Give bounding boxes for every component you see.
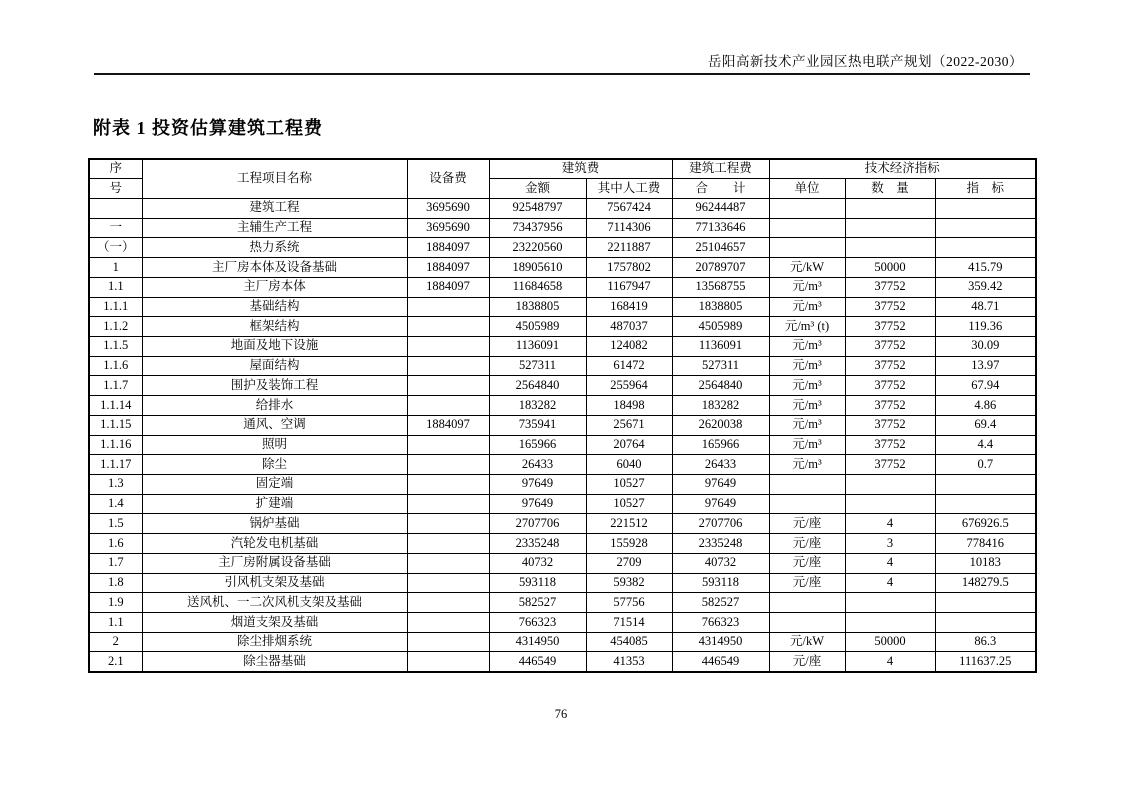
cell-serial: 1.5 bbox=[89, 514, 142, 534]
col-header-quantity: 数 量 bbox=[845, 179, 935, 199]
cell-project-name: 主厂房本体 bbox=[142, 277, 407, 297]
cell-amount: 4505989 bbox=[489, 317, 586, 337]
cell-amount: 40732 bbox=[489, 553, 586, 573]
cell-equipment-cost bbox=[407, 297, 489, 317]
table-row bbox=[89, 613, 1036, 633]
cell-construction-total: 582527 bbox=[672, 593, 769, 613]
cell-unit bbox=[769, 613, 845, 633]
table-row bbox=[89, 258, 1036, 278]
cell-project-name: 围护及装饰工程 bbox=[142, 376, 407, 396]
cell-serial: 1.1.16 bbox=[89, 435, 142, 455]
cell-equipment-cost bbox=[407, 435, 489, 455]
cell-equipment-cost bbox=[407, 455, 489, 475]
cell-project-name: 固定端 bbox=[142, 475, 407, 495]
cell-indicator: 10183 bbox=[935, 553, 1036, 573]
cell-labor-cost: 487037 bbox=[586, 317, 672, 337]
cell-unit: 元/座 bbox=[769, 573, 845, 593]
cell-equipment-cost bbox=[407, 553, 489, 573]
cell-serial: 1.6 bbox=[89, 534, 142, 554]
cell-construction-total: 97649 bbox=[672, 475, 769, 495]
cell-construction-total: 766323 bbox=[672, 613, 769, 633]
cell-labor-cost: 6040 bbox=[586, 455, 672, 475]
cell-quantity: 50000 bbox=[845, 632, 935, 652]
cell-labor-cost: 155928 bbox=[586, 534, 672, 554]
cell-equipment-cost: 3695690 bbox=[407, 218, 489, 238]
cell-unit: 元/座 bbox=[769, 514, 845, 534]
cell-quantity: 37752 bbox=[845, 415, 935, 435]
table-row bbox=[89, 356, 1036, 376]
cell-quantity: 37752 bbox=[845, 376, 935, 396]
cell-construction-total: 446549 bbox=[672, 652, 769, 672]
cell-quantity: 4 bbox=[845, 553, 935, 573]
cell-equipment-cost bbox=[407, 494, 489, 514]
cell-labor-cost: 2709 bbox=[586, 553, 672, 573]
cell-quantity: 37752 bbox=[845, 277, 935, 297]
table-row bbox=[89, 573, 1036, 593]
cell-construction-total: 183282 bbox=[672, 396, 769, 416]
cell-indicator: 778416 bbox=[935, 534, 1036, 554]
cell-construction-total: 165966 bbox=[672, 435, 769, 455]
cell-unit bbox=[769, 494, 845, 514]
page-title: 附表 1 投资估算建筑工程费 bbox=[93, 118, 323, 138]
cell-unit: 元/m³ bbox=[769, 336, 845, 356]
col-group-construction-total: 建筑工程费 bbox=[672, 159, 769, 179]
cell-labor-cost: 7567424 bbox=[586, 198, 672, 218]
col-header-total: 合 计 bbox=[672, 179, 769, 199]
col-header-serial-bottom: 号 bbox=[89, 179, 142, 199]
cell-project-name: 建筑工程 bbox=[142, 198, 407, 218]
cell-construction-total: 13568755 bbox=[672, 277, 769, 297]
col-header-amount: 金额 bbox=[489, 179, 586, 199]
cell-serial: 1.1.2 bbox=[89, 317, 142, 337]
cell-equipment-cost bbox=[407, 593, 489, 613]
cell-project-name: 通风、空调 bbox=[142, 415, 407, 435]
cell-indicator: 119.36 bbox=[935, 317, 1036, 337]
table-row bbox=[89, 435, 1036, 455]
cell-unit bbox=[769, 218, 845, 238]
cell-labor-cost: 59382 bbox=[586, 573, 672, 593]
cell-indicator bbox=[935, 198, 1036, 218]
col-header-labor: 其中人工费 bbox=[586, 179, 672, 199]
table-row bbox=[89, 593, 1036, 613]
cell-construction-total: 97649 bbox=[672, 494, 769, 514]
cell-serial: 2 bbox=[89, 632, 142, 652]
cell-labor-cost: 221512 bbox=[586, 514, 672, 534]
cell-project-name: 照明 bbox=[142, 435, 407, 455]
cell-construction-total: 4505989 bbox=[672, 317, 769, 337]
cell-project-name: 给排水 bbox=[142, 396, 407, 416]
cell-project-name: 烟道支架及基础 bbox=[142, 613, 407, 633]
cell-labor-cost: 41353 bbox=[586, 652, 672, 672]
table-row bbox=[89, 415, 1036, 435]
cell-serial: 1.1.6 bbox=[89, 356, 142, 376]
cell-quantity bbox=[845, 218, 935, 238]
cell-unit bbox=[769, 238, 845, 258]
cell-project-name: 汽轮发电机基础 bbox=[142, 534, 407, 554]
table-row bbox=[89, 494, 1036, 514]
cell-construction-total: 1838805 bbox=[672, 297, 769, 317]
cell-amount: 97649 bbox=[489, 475, 586, 495]
cell-unit: 元/座 bbox=[769, 553, 845, 573]
cell-indicator: 111637.25 bbox=[935, 652, 1036, 672]
cell-serial: 1.1.7 bbox=[89, 376, 142, 396]
cell-amount: 26433 bbox=[489, 455, 586, 475]
cell-equipment-cost bbox=[407, 356, 489, 376]
cell-labor-cost: 7114306 bbox=[586, 218, 672, 238]
cell-quantity bbox=[845, 613, 935, 633]
cell-amount: 1136091 bbox=[489, 336, 586, 356]
cell-unit: 元/m³ bbox=[769, 455, 845, 475]
cell-serial: 1.1.17 bbox=[89, 455, 142, 475]
cell-equipment-cost: 1884097 bbox=[407, 277, 489, 297]
header-rule bbox=[94, 73, 1030, 75]
cell-project-name: 屋面结构 bbox=[142, 356, 407, 376]
cell-serial: 1.9 bbox=[89, 593, 142, 613]
cell-construction-total: 40732 bbox=[672, 553, 769, 573]
cell-construction-total: 593118 bbox=[672, 573, 769, 593]
cell-indicator bbox=[935, 593, 1036, 613]
cell-labor-cost: 2211887 bbox=[586, 238, 672, 258]
cell-construction-total: 77133646 bbox=[672, 218, 769, 238]
cell-unit: 元/m³ bbox=[769, 396, 845, 416]
cell-amount: 766323 bbox=[489, 613, 586, 633]
cell-construction-total: 2620038 bbox=[672, 415, 769, 435]
col-group-indicators: 技术经济指标 bbox=[769, 159, 1036, 179]
cell-unit: 元/m³ bbox=[769, 376, 845, 396]
cell-construction-total: 1136091 bbox=[672, 336, 769, 356]
cell-quantity: 37752 bbox=[845, 317, 935, 337]
cell-serial: 1.1.15 bbox=[89, 415, 142, 435]
cell-amount: 183282 bbox=[489, 396, 586, 416]
cell-serial: 一 bbox=[89, 218, 142, 238]
cell-project-name: 地面及地下设施 bbox=[142, 336, 407, 356]
cell-labor-cost: 124082 bbox=[586, 336, 672, 356]
cell-amount: 73437956 bbox=[489, 218, 586, 238]
cell-serial: 1.1 bbox=[89, 277, 142, 297]
col-header-equipment-cost: 设备费 bbox=[407, 159, 489, 198]
cell-construction-total: 20789707 bbox=[672, 258, 769, 278]
cell-amount: 527311 bbox=[489, 356, 586, 376]
cell-indicator: 86.3 bbox=[935, 632, 1036, 652]
cell-indicator: 4.86 bbox=[935, 396, 1036, 416]
cell-amount: 593118 bbox=[489, 573, 586, 593]
cell-labor-cost: 10527 bbox=[586, 494, 672, 514]
cell-equipment-cost bbox=[407, 534, 489, 554]
cell-serial: 1.3 bbox=[89, 475, 142, 495]
cell-labor-cost: 57756 bbox=[586, 593, 672, 613]
cell-serial: 1.4 bbox=[89, 494, 142, 514]
cell-quantity: 4 bbox=[845, 573, 935, 593]
cell-construction-total: 26433 bbox=[672, 455, 769, 475]
cell-indicator: 13.97 bbox=[935, 356, 1036, 376]
cell-equipment-cost bbox=[407, 632, 489, 652]
cell-quantity: 37752 bbox=[845, 396, 935, 416]
cell-equipment-cost bbox=[407, 475, 489, 495]
cell-labor-cost: 168419 bbox=[586, 297, 672, 317]
cell-serial: （一） bbox=[89, 238, 142, 258]
cell-serial: 1.1.14 bbox=[89, 396, 142, 416]
cell-quantity: 4 bbox=[845, 514, 935, 534]
cell-unit: 元/m³ bbox=[769, 356, 845, 376]
header-row-1 bbox=[89, 159, 1036, 179]
cell-equipment-cost: 1884097 bbox=[407, 258, 489, 278]
cell-quantity: 37752 bbox=[845, 356, 935, 376]
cell-unit bbox=[769, 198, 845, 218]
cell-construction-total: 2335248 bbox=[672, 534, 769, 554]
table-row bbox=[89, 218, 1036, 238]
table-row bbox=[89, 198, 1036, 218]
cell-indicator: 67.94 bbox=[935, 376, 1036, 396]
cell-quantity bbox=[845, 494, 935, 514]
table-row bbox=[89, 336, 1036, 356]
cell-equipment-cost bbox=[407, 573, 489, 593]
cell-indicator: 359.42 bbox=[935, 277, 1036, 297]
cell-labor-cost: 20764 bbox=[586, 435, 672, 455]
cell-amount: 18905610 bbox=[489, 258, 586, 278]
cell-labor-cost: 1167947 bbox=[586, 277, 672, 297]
cell-serial: 1.1.1 bbox=[89, 297, 142, 317]
cell-project-name: 基础结构 bbox=[142, 297, 407, 317]
cell-quantity bbox=[845, 198, 935, 218]
cell-indicator: 415.79 bbox=[935, 258, 1036, 278]
cell-quantity: 3 bbox=[845, 534, 935, 554]
table-row bbox=[89, 652, 1036, 672]
cell-serial: 1.1 bbox=[89, 613, 142, 633]
cell-equipment-cost bbox=[407, 613, 489, 633]
cell-indicator: 148279.5 bbox=[935, 573, 1036, 593]
cell-indicator: 48.71 bbox=[935, 297, 1036, 317]
cell-labor-cost: 25671 bbox=[586, 415, 672, 435]
table-row bbox=[89, 317, 1036, 337]
cell-construction-total: 4314950 bbox=[672, 632, 769, 652]
col-header-indicator: 指 标 bbox=[935, 179, 1036, 199]
cell-unit bbox=[769, 593, 845, 613]
cell-serial: 1 bbox=[89, 258, 142, 278]
cell-equipment-cost bbox=[407, 317, 489, 337]
cell-equipment-cost: 1884097 bbox=[407, 238, 489, 258]
table-row bbox=[89, 277, 1036, 297]
cell-quantity bbox=[845, 238, 935, 258]
investment-estimate-table bbox=[88, 158, 1037, 673]
cell-amount: 92548797 bbox=[489, 198, 586, 218]
cell-quantity: 37752 bbox=[845, 435, 935, 455]
cell-unit bbox=[769, 475, 845, 495]
cell-amount: 97649 bbox=[489, 494, 586, 514]
cell-project-name: 框架结构 bbox=[142, 317, 407, 337]
cell-project-name: 主辅生产工程 bbox=[142, 218, 407, 238]
cell-project-name: 除尘器基础 bbox=[142, 652, 407, 672]
cell-serial: 1.1.5 bbox=[89, 336, 142, 356]
cell-project-name: 除尘 bbox=[142, 455, 407, 475]
cell-unit: 元/m³ bbox=[769, 277, 845, 297]
cell-amount: 2335248 bbox=[489, 534, 586, 554]
cell-labor-cost: 454085 bbox=[586, 632, 672, 652]
cell-quantity: 37752 bbox=[845, 336, 935, 356]
cell-indicator bbox=[935, 613, 1036, 633]
cell-project-name: 锅炉基础 bbox=[142, 514, 407, 534]
table-row bbox=[89, 553, 1036, 573]
cell-equipment-cost bbox=[407, 396, 489, 416]
col-header-serial-top: 序 bbox=[89, 159, 142, 179]
cell-project-name: 热力系统 bbox=[142, 238, 407, 258]
cell-unit: 元/m³ bbox=[769, 435, 845, 455]
cell-equipment-cost bbox=[407, 336, 489, 356]
cell-equipment-cost bbox=[407, 376, 489, 396]
col-header-project-name: 工程项目名称 bbox=[142, 159, 407, 198]
cell-unit: 元/m³ (t) bbox=[769, 317, 845, 337]
table-row bbox=[89, 514, 1036, 534]
cell-labor-cost: 71514 bbox=[586, 613, 672, 633]
document-header: 岳阳高新技术产业园区热电联产规划（2022-2030） bbox=[708, 54, 1023, 69]
cell-quantity: 37752 bbox=[845, 297, 935, 317]
cell-unit: 元/座 bbox=[769, 534, 845, 554]
cell-indicator: 30.09 bbox=[935, 336, 1036, 356]
table-row bbox=[89, 475, 1036, 495]
col-group-construction-cost: 建筑费 bbox=[489, 159, 672, 179]
cell-equipment-cost: 3695690 bbox=[407, 198, 489, 218]
cell-construction-total: 96244487 bbox=[672, 198, 769, 218]
cell-construction-total: 527311 bbox=[672, 356, 769, 376]
table-row bbox=[89, 396, 1036, 416]
cell-project-name: 送风机、一二次风机支架及基础 bbox=[142, 593, 407, 613]
cell-serial: 2.1 bbox=[89, 652, 142, 672]
cell-amount: 165966 bbox=[489, 435, 586, 455]
cell-quantity: 37752 bbox=[845, 455, 935, 475]
col-header-unit: 单位 bbox=[769, 179, 845, 199]
cell-unit: 元/m³ bbox=[769, 415, 845, 435]
cell-quantity: 50000 bbox=[845, 258, 935, 278]
table-header bbox=[89, 159, 1036, 198]
cell-unit: 元/m³ bbox=[769, 297, 845, 317]
cell-amount: 446549 bbox=[489, 652, 586, 672]
cell-indicator: 0.7 bbox=[935, 455, 1036, 475]
cell-project-name: 主厂房本体及设备基础 bbox=[142, 258, 407, 278]
cell-amount: 1838805 bbox=[489, 297, 586, 317]
cell-equipment-cost bbox=[407, 652, 489, 672]
cell-labor-cost: 61472 bbox=[586, 356, 672, 376]
cell-labor-cost: 1757802 bbox=[586, 258, 672, 278]
cell-labor-cost: 10527 bbox=[586, 475, 672, 495]
cell-quantity bbox=[845, 593, 935, 613]
table-body bbox=[89, 198, 1036, 671]
cell-indicator bbox=[935, 218, 1036, 238]
cell-amount: 2564840 bbox=[489, 376, 586, 396]
cell-equipment-cost bbox=[407, 514, 489, 534]
page-number: 76 bbox=[554, 707, 568, 721]
cell-unit: 元/kW bbox=[769, 632, 845, 652]
cell-amount: 735941 bbox=[489, 415, 586, 435]
cell-construction-total: 25104657 bbox=[672, 238, 769, 258]
table-row bbox=[89, 534, 1036, 554]
cell-project-name: 主厂房附属设备基础 bbox=[142, 553, 407, 573]
cell-indicator bbox=[935, 238, 1036, 258]
cell-construction-total: 2564840 bbox=[672, 376, 769, 396]
table-row bbox=[89, 632, 1036, 652]
cell-indicator: 4.4 bbox=[935, 435, 1036, 455]
cell-labor-cost: 255964 bbox=[586, 376, 672, 396]
cell-amount: 23220560 bbox=[489, 238, 586, 258]
table-row bbox=[89, 455, 1036, 475]
cell-indicator: 676926.5 bbox=[935, 514, 1036, 534]
cell-quantity bbox=[845, 475, 935, 495]
cell-serial: 1.7 bbox=[89, 553, 142, 573]
cell-unit: 元/座 bbox=[769, 652, 845, 672]
table-row bbox=[89, 297, 1036, 317]
cell-serial bbox=[89, 198, 142, 218]
table-row bbox=[89, 376, 1036, 396]
cell-equipment-cost: 1884097 bbox=[407, 415, 489, 435]
cell-project-name: 除尘排烟系统 bbox=[142, 632, 407, 652]
cell-indicator bbox=[935, 475, 1036, 495]
cell-unit: 元/kW bbox=[769, 258, 845, 278]
cell-quantity: 4 bbox=[845, 652, 935, 672]
cell-amount: 4314950 bbox=[489, 632, 586, 652]
cell-construction-total: 2707706 bbox=[672, 514, 769, 534]
cell-indicator bbox=[935, 494, 1036, 514]
cell-amount: 2707706 bbox=[489, 514, 586, 534]
cell-serial: 1.8 bbox=[89, 573, 142, 593]
cell-project-name: 引风机支架及基础 bbox=[142, 573, 407, 593]
cell-amount: 582527 bbox=[489, 593, 586, 613]
cell-indicator: 69.4 bbox=[935, 415, 1036, 435]
cell-amount: 11684658 bbox=[489, 277, 586, 297]
cell-project-name: 扩建端 bbox=[142, 494, 407, 514]
cell-labor-cost: 18498 bbox=[586, 396, 672, 416]
table-row bbox=[89, 238, 1036, 258]
